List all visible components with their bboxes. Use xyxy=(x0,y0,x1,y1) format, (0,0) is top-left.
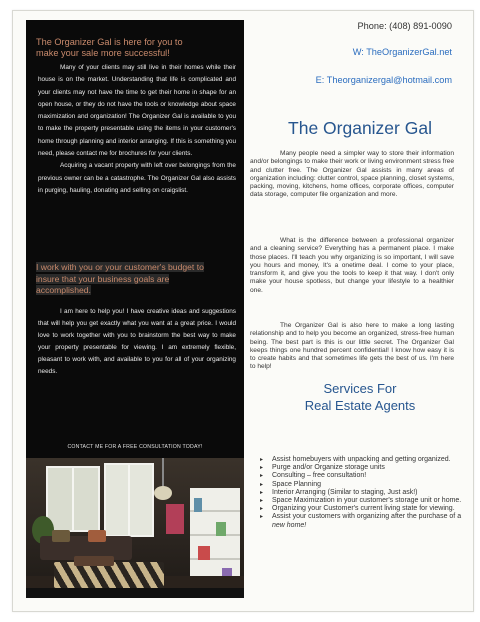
bullet-icon: ▸ xyxy=(260,489,264,496)
bullet-icon: ▸ xyxy=(260,506,264,513)
bullet-icon: ▸ xyxy=(260,481,264,488)
list-item: ▸ Assist homebuyers with unpacking and getting organized. xyxy=(260,456,451,463)
bullet-icon: ▸ xyxy=(260,498,264,505)
list-item: ▸ Assist your customers with organizing after the purchase of a new home! xyxy=(260,513,462,529)
bullet-icon: ▸ xyxy=(260,473,264,480)
help-paragraph: I am here to help you! I have creative ideas and suggestions that will help you get exactly what you want at a great price. I would love to work together with you to brainstorm the best way to make your property presentable for viewing. I am extremely flexible, pleasant to work with, and available to you for all of your organizing needs. xyxy=(38,308,236,375)
living-room-photo xyxy=(26,458,244,598)
services-list xyxy=(258,456,464,530)
budget-headline-text: I work with you or your customer's budget to insure that your business goals are accomplished. xyxy=(36,262,204,295)
list-item: ▸ Purge and/or Organize storage units xyxy=(260,464,385,472)
intro-paragraph-2: Acquiring a vacant property with left over belongings from the previous owner can be a catastrophe. The Organizer Gal also assists in purging, hauling, donating and selling on craigslist. xyxy=(38,162,236,194)
list-item: ▸ Consulting – free consultation! xyxy=(260,472,367,480)
cta-panel xyxy=(26,440,244,460)
window-left xyxy=(46,466,100,532)
intro-body xyxy=(38,62,236,197)
bullet-icon: ▸ xyxy=(260,465,264,472)
bullet-icon: ▸ xyxy=(260,457,264,463)
list-item: ▸ Space Planning xyxy=(260,480,322,488)
list-item: ▸ Interior Arranging (Similar to staging, Just ask!) xyxy=(260,488,418,496)
website-link[interactable]: W: TheOrganizerGal.net xyxy=(352,47,452,57)
email-link[interactable]: E: Theorganizergal@hotmail.com xyxy=(315,75,452,85)
intro-headline: The Organizer Gal is here for you to make your sale more successful! xyxy=(36,37,183,58)
pendant-lamp-cord xyxy=(162,458,164,488)
consultation-cta: CONTACT ME FOR A FREE CONSULTATION TODAY! xyxy=(67,444,203,450)
page-title: The Organizer Gal xyxy=(288,118,432,138)
bullet-icon: ▸ xyxy=(260,514,264,521)
intro-paragraph-1: Many of your clients may still live in their homes while their house is on the market. Understanding that life is complicated and your clients may not have the time to get their home in shape for an open house, or they do not have the tools or knowledge about space maximization and organization! The Organizer Gal is available to you to make the property presentable using the items in your customer's home through planning and interior arranging. If this is something you need, please contact me for brochures for your clients. xyxy=(38,64,236,158)
about-paragraph-2: What is the difference between a professional organizer and a cleaning service? Everything has a permanent place. I make those places. I'll teach you why organizing is so important, I will save you hours and money, It's a onetime deal. I come to your place, transform it, and give you the tools to keep it that way. I don't only make your house spotless, but change your lifestyle to a healthier one. xyxy=(250,237,454,294)
list-item: ▸ Space Maximization in your customer's storage unit or home. xyxy=(260,497,462,505)
phone-number: Phone: (408) 891-0090 xyxy=(357,21,452,31)
help-body xyxy=(38,306,236,378)
about-paragraph-1: Many people need a simpler way to store their information and/or belongings to make their work or living environment stress free and clutter free. The Organizer Gal assists in many areas of organization including: clutter control, space planning, closet systems, packing, moving, kitchens, home offices, corporate offices, computer data storage, computer file organization and more. xyxy=(250,150,454,199)
wall-art xyxy=(166,504,184,534)
about-paragraph-3: The Organizer Gal is also here to make a long lasting relationship and to help you become an organized, stress-free human being. The best part is this is our little secret. The Organizer Gal keeps things one hundred percent confidential! I know how easy it is to create habits and that sometimes life gets the best of us. I'm here to help! xyxy=(250,322,454,371)
services-heading: Services For Real Estate Agents xyxy=(304,381,416,413)
pendant-lamp xyxy=(154,486,172,500)
window-right xyxy=(104,463,154,537)
list-item: ▸ Organizing your Customer's current living state for viewing. xyxy=(260,505,455,513)
coffee-table xyxy=(74,556,114,566)
budget-headline xyxy=(36,262,216,297)
